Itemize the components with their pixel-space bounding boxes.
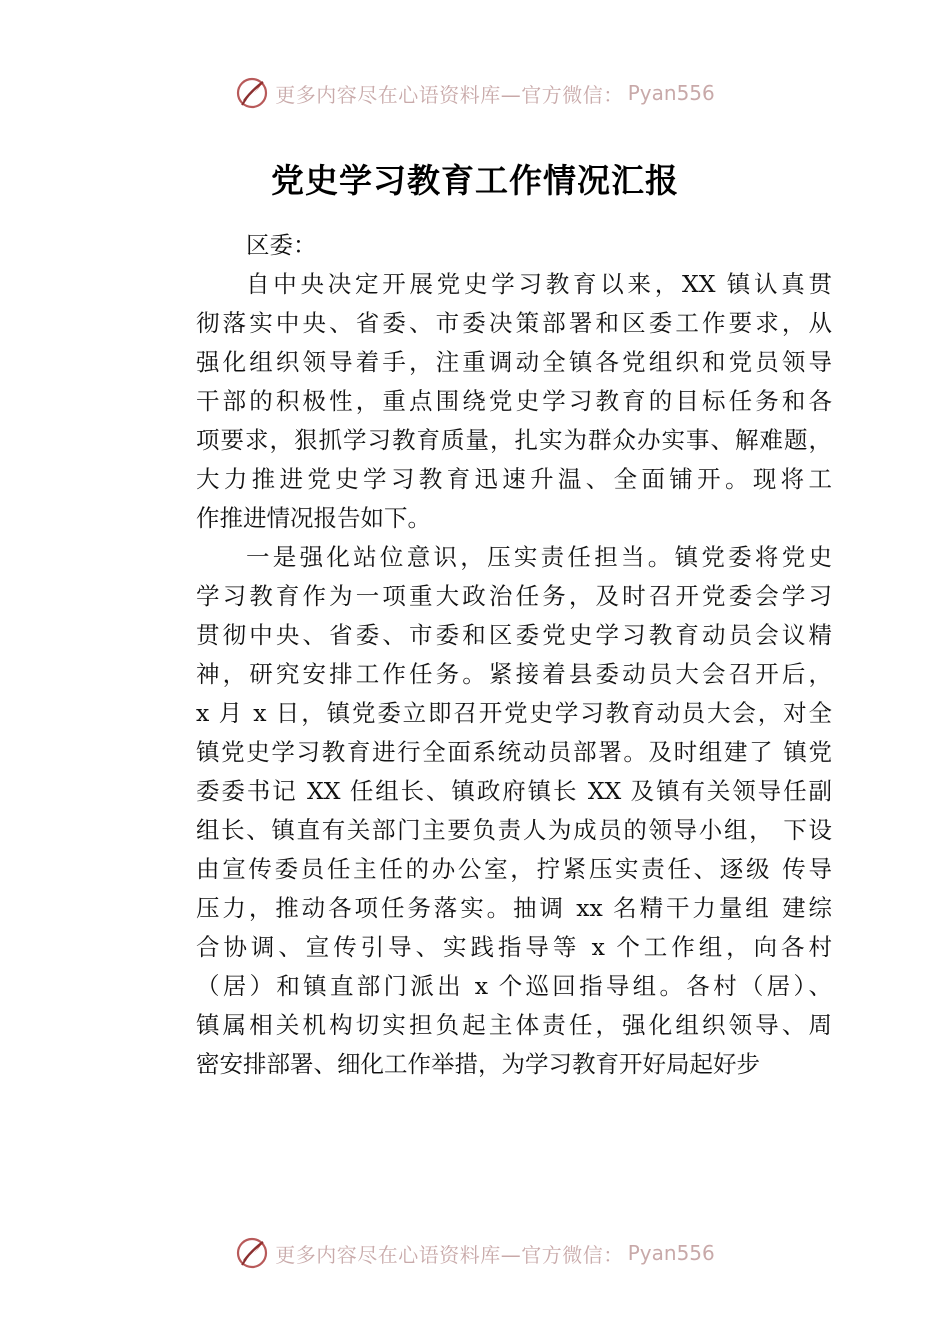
body-line: 项要求，狠抓学习教育质量，扎实为群众办实事、解难题，	[196, 426, 832, 454]
body-line: 由宣传委员任主任的办公室，拧紧压实责任、逐级 传导	[196, 855, 832, 883]
body-line: x 月 x 日，镇党委立即召开党史学习教育动员大会，对全	[196, 699, 832, 727]
body-line: 学习教育作为一项重大政治任务，及时召开党委会学习	[196, 582, 832, 610]
body-line: 合协调、宣传引导、实践指导等 x 个工作组，向各村	[196, 933, 832, 961]
body-line: 组长、镇直有关部门主要负责人为成员的领导小组， 下设	[196, 816, 832, 844]
body-line: 镇属相关机构切实担负起主体责任，强化组织领导、周	[196, 1011, 832, 1039]
body-line: 委委书记 XX 任组长、镇政府镇长 XX 及镇有关领导任副	[196, 777, 832, 805]
body-line: 密安排部署、细化工作举措，为学习教育开好局起好步	[196, 1050, 760, 1078]
document-body	[196, 226, 832, 1084]
document-title: 党史学习教育工作情况汇报	[271, 161, 679, 200]
watermark-wechat-id: Pyan556	[627, 1241, 715, 1265]
body-line: 强化组织领导着手，注重调动全镇各党组织和党员领导	[196, 348, 832, 376]
salutation: 区委：	[246, 231, 317, 259]
quill-pen-icon	[235, 76, 269, 110]
body-line: 镇党史学习教育进行全面系统动员部署。及时组建了 镇党	[196, 738, 832, 766]
watermark-text: 更多内容尽在心语资料库—官方微信：	[275, 82, 624, 107]
watermark-banner-top	[0, 73, 950, 113]
watermark-wechat-id: Pyan556	[627, 81, 715, 105]
watermark-text: 更多内容尽在心语资料库—官方微信：	[275, 1242, 624, 1267]
quill-pen-icon	[235, 1236, 269, 1270]
body-line: 大力推进党史学习教育迅速升温、全面铺开。现将工	[196, 465, 832, 493]
body-line: 压力，推动各项任务落实。抽调 xx 名精干力量组 建综	[196, 894, 832, 922]
body-line: 神，研究安排工作任务。紧接着县委动员大会召开后，	[196, 660, 832, 688]
watermark-banner-bottom	[0, 1233, 950, 1273]
body-line: 一是强化站位意识，压实责任担当。镇党委将党史	[246, 543, 832, 571]
body-line: 彻落实中央、省委、市委决策部署和区委工作要求，从	[196, 309, 832, 337]
body-line: 作推进情况报告如下。	[196, 504, 431, 532]
body-line: 贯彻中央、省委、市委和区委党史学习教育动员会议精	[196, 621, 832, 649]
body-line: （居）和镇直部门派出 x 个巡回指导组。各村（居）、	[196, 972, 832, 1000]
body-line: 干部的积极性，重点围绕党史学习教育的目标任务和各	[196, 387, 832, 415]
body-line: 自中央决定开展党史学习教育以来，XX 镇认真贯	[246, 270, 832, 298]
